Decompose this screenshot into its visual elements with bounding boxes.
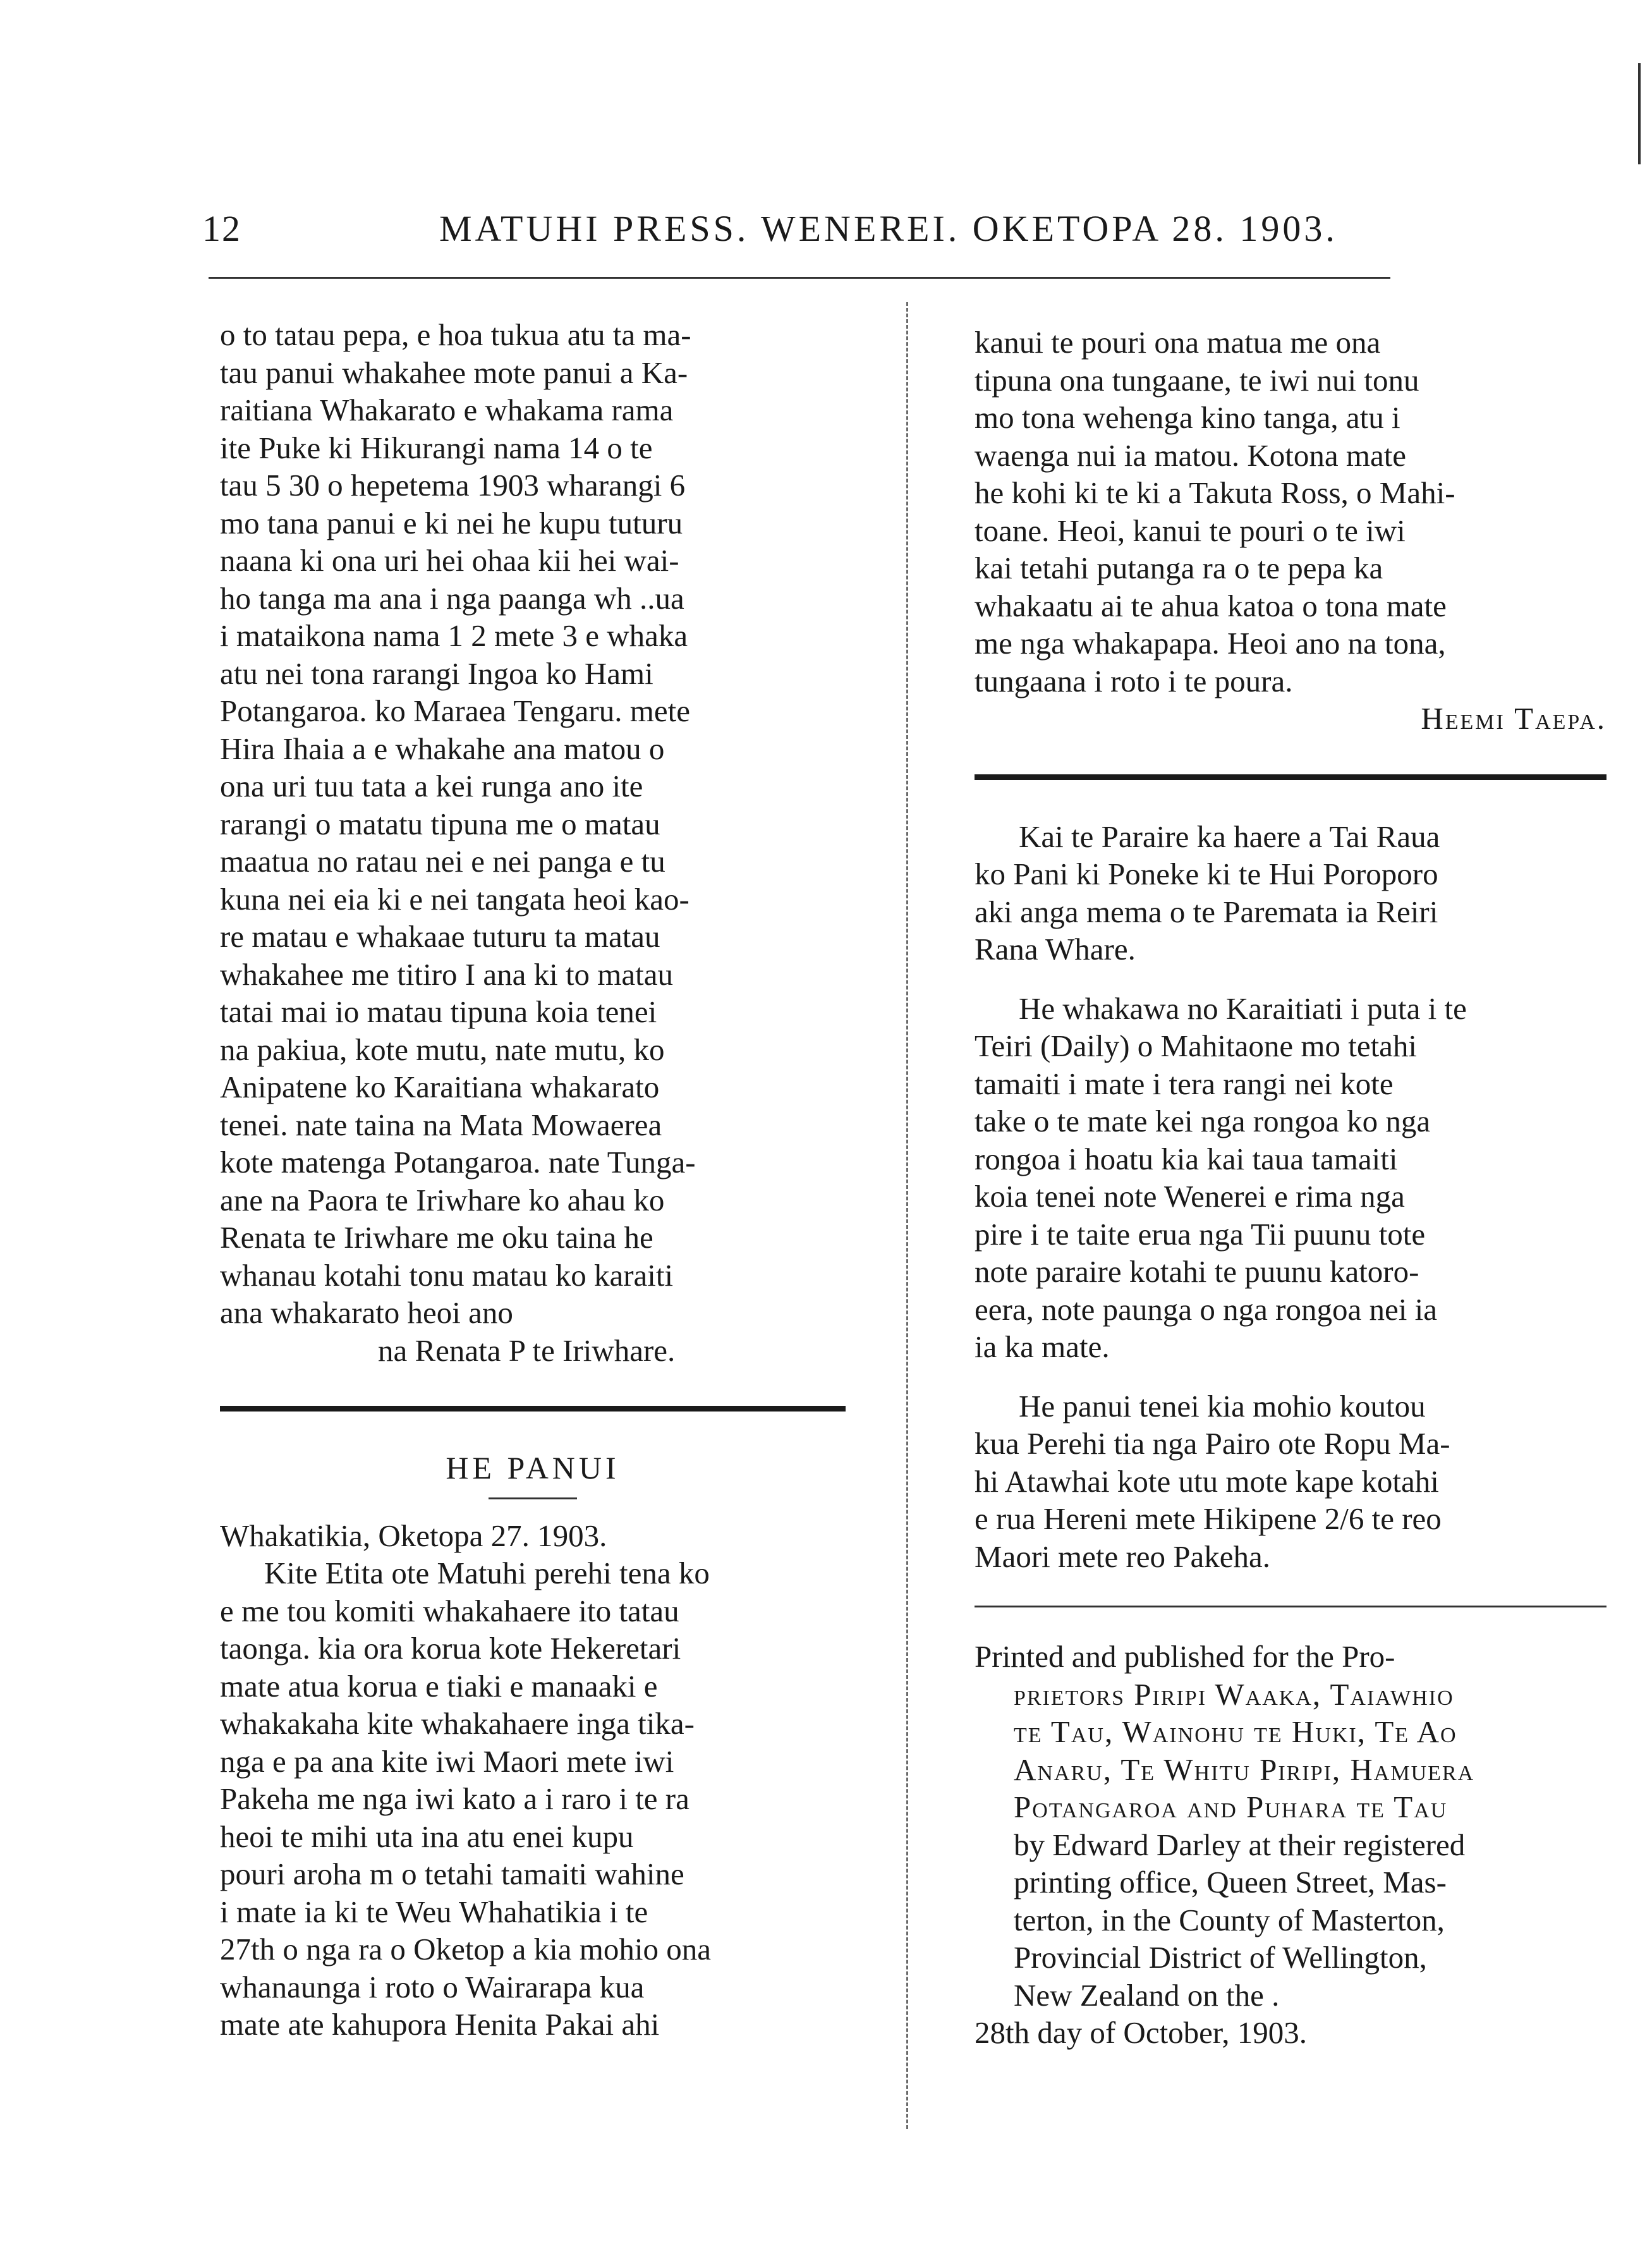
text-line: Potangaroa and Puhara te Tau [1014,1790,1448,1824]
text-line: New Zealand on the . [1014,1977,1280,2013]
text-line: ia ka mate. [975,1329,1110,1364]
text-line: kua Perehi tia nga Pairo ote Ropu Ma- [975,1426,1450,1461]
header-rule [209,277,1390,279]
text-line: e me tou komiti whakahaere ito tatau [220,1593,679,1628]
letter-signature: na Renata P te Iriwhare. [378,1332,676,1368]
text-line: tau 5 30 o hepetema 1903 wharangi 6 [220,468,686,503]
section-rule [220,1406,846,1412]
text-line: toane. Heoi, kanui te pouri o te iwi [975,513,1406,548]
text-line: nga e pa ana kite iwi Maori mete iwi [220,1743,674,1779]
text-line: maatua no ratau nei e nei panga e tu [220,844,665,879]
text-line: mo tana panui e ki nei he kupu tuturu [220,505,683,540]
text-line: whakaatu ai te ahua katoa o tona mate [975,588,1447,623]
text-line: i mate ia ki te Weu Whahatikia i te [220,1894,648,1929]
text-line: kanui te pouri ona matua me ona [975,325,1381,360]
printer-imprint [975,1638,1606,2014]
text-line: taonga. kia ora korua kote Hekeretari [220,1631,681,1666]
scan-edge-mark [1638,63,1641,164]
text-line: Rana Whare. [975,932,1136,966]
text-line: atu nei tona rarangi Ingoa ko Hami [220,655,653,691]
text-line: ana whakarato heoi ano [220,1295,513,1330]
text-line: re matau e whakaae tuturu ta matau [220,919,660,954]
text-line: pire i te taite erua nga Tii puunu tote [975,1216,1426,1252]
text-line: by Edward Darley at their registered [1014,1827,1466,1862]
text-line: aki anga mema o te Paremata ia Reiri [975,894,1438,929]
text-line: rarangi o matatu tipuna me o matau [220,806,660,841]
text-line: Hira Ihaia a e whakahe ana matou o [220,731,665,766]
news-item [975,990,1606,1366]
text-line: ane na Paora te Iriwhare ko ahau ko [220,1182,665,1217]
text-line: me nga whakapapa. Heoi ano na tona, [975,626,1446,661]
section-rule [975,774,1606,780]
text-line: eera, note paunga o nga rongoa nei ia [975,1291,1437,1327]
text-line: te Tau, Wainohu te Huki, Te Ao [1014,1714,1457,1749]
text-line: mo tona wehenga kino tanga, atu i [975,400,1400,435]
text-line: tamaiti i mate i tera rangi nei kote [975,1066,1394,1101]
text-line: Pakeha me nga iwi kato a i raro i te ra [220,1781,689,1816]
text-line: terton, in the County of Masterton, [1014,1902,1445,1937]
text-line: e rua Hereni mete Hikipene 2/6 te reo [975,1501,1442,1536]
text-line: mate ate kahupora Henita Pakai ahi [220,2007,660,2042]
text-line: Teiri (Daily) o Mahitaone mo tetahi [975,1028,1418,1063]
text-line: naana ki ona uri hei ohaa kii hei wai- [220,543,679,578]
text-line: whanaunga i roto o Wairarapa kua [220,1969,645,2004]
text-line: i mataikona nama 1 2 mete 3 e whaka [220,618,688,653]
news-item [975,818,1606,968]
text-line: Potangaroa. ko Maraea Tengaru. mete [220,693,690,728]
text-line: Kai te Paraire ka haere a Tai Raua [1019,819,1440,854]
text-line: Provincial District of Wellington, [1014,1940,1427,1975]
title-underline [489,1497,577,1499]
text-line: Anipatene ko Karaitiana whakarato [220,1070,660,1104]
text-line: ko Pani ki Poneke ki te Hui Poroporo [975,857,1438,891]
notice-title: HE PANUI [446,1450,620,1485]
text-line: kai tetahi putanga ra o te pepa ka [975,551,1383,585]
text-line: note paraire kotahi te puunu katoro- [975,1254,1419,1289]
text-line: Printed and published for the Pro- [975,1639,1395,1674]
masthead-title: MATUHI PRESS. WENEREI. OKETOPA 28. 1903. [439,208,1338,249]
text-line: take o te mate kei nga rongoa ko nga [975,1104,1431,1138]
text-line: He panui tenei kia mohio koutou [1019,1388,1426,1424]
text-line: koia tenei note Wenerei e rima nga [975,1179,1405,1214]
text-line: Renata te Iriwhare me oku taina he [220,1220,653,1255]
text-line: He whakawa no Karaitiati i puta i te [1019,991,1467,1026]
imprint-date: 28th day of October, 1903. [975,2015,1308,2050]
text-line: tipuna ona tungaane, te iwi nui tonu [975,362,1419,398]
continuation-body [975,324,1606,738]
text-line: whakakaha kite whakahaere inga tika- [220,1706,695,1741]
text-line: tenei. nate taina na Mata Mowaerea [220,1107,662,1142]
page-header [202,207,1403,264]
text-line: ite Puke ki Hikurangi nama 14 o te [220,430,653,465]
letter-body [220,316,846,1369]
text-line: tau panui whakahee mote panui a Ka- [220,355,688,390]
text-line: ho tanga ma ana i nga paanga wh ..ua [220,580,684,616]
imprint-rule [975,1606,1606,1607]
text-line: rongoa i hoatu kia kai taua tamaiti [975,1141,1398,1176]
text-line: whanau kotahi tonu matau ko karaiti [220,1257,674,1293]
text-line: o to tatau pepa, e hoa tukua atu ta ma- [220,317,691,352]
text-line: he kohi ki te ki a Takuta Ross, o Mahi- [975,475,1455,510]
text-line: Maori mete reo Pakeha. [975,1539,1271,1574]
text-line: 27th o nga ra o Oketop a kia mohio ona [220,1932,712,1966]
text-line: waenga nui ia matou. Kotona mate [975,437,1407,473]
notice-date: Whakatikia, Oketopa 27. 1903. [220,1518,607,1553]
text-line: mate atua korua e tiaki e manaaki e [220,1668,658,1704]
text-line: tatai mai io matau tipuna koia tenei [220,994,657,1029]
text-line: Anaru, Te Whitu Piripi, Hamuera [1014,1752,1475,1787]
continuation-signature: Heemi Taepa. [1421,701,1606,736]
text-line: whakahee me titiro I ana ki to matau [220,956,674,992]
text-line: heoi te mihi uta ina atu enei kupu [220,1819,634,1854]
left-column [220,316,846,2044]
notice-body [220,1554,846,2044]
text-line: tungaana i roto i te poura. [975,663,1293,698]
text-line: Kite Etita ote Matuhi perehi tena ko [264,1556,710,1590]
text-line: raitiana Whakarato e whakama rama [220,393,674,427]
text-line: prietors Piripi Waaka, Taiawhio [1014,1676,1454,1712]
text-line: ona uri tuu tata a kei runga ano ite [220,769,643,803]
text-line: printing office, Queen Street, Mas- [1014,1865,1447,1899]
text-line: pouri aroha m o tetahi tamaiti wahine [220,1857,684,1891]
text-line: hi Atawhai kote utu mote kape kotahi [975,1463,1439,1499]
text-line: kote matenga Potangaroa. nate Tunga- [220,1145,696,1180]
text-line: kuna nei eia ki e nei tangata heoi kao- [220,881,689,917]
text-line: na pakiua, kote mutu, nate mutu, ko [220,1032,665,1067]
column-divider [906,302,908,2129]
news-item [975,1387,1606,1576]
page-number: 12 [202,208,241,249]
right-column [975,324,1606,2052]
